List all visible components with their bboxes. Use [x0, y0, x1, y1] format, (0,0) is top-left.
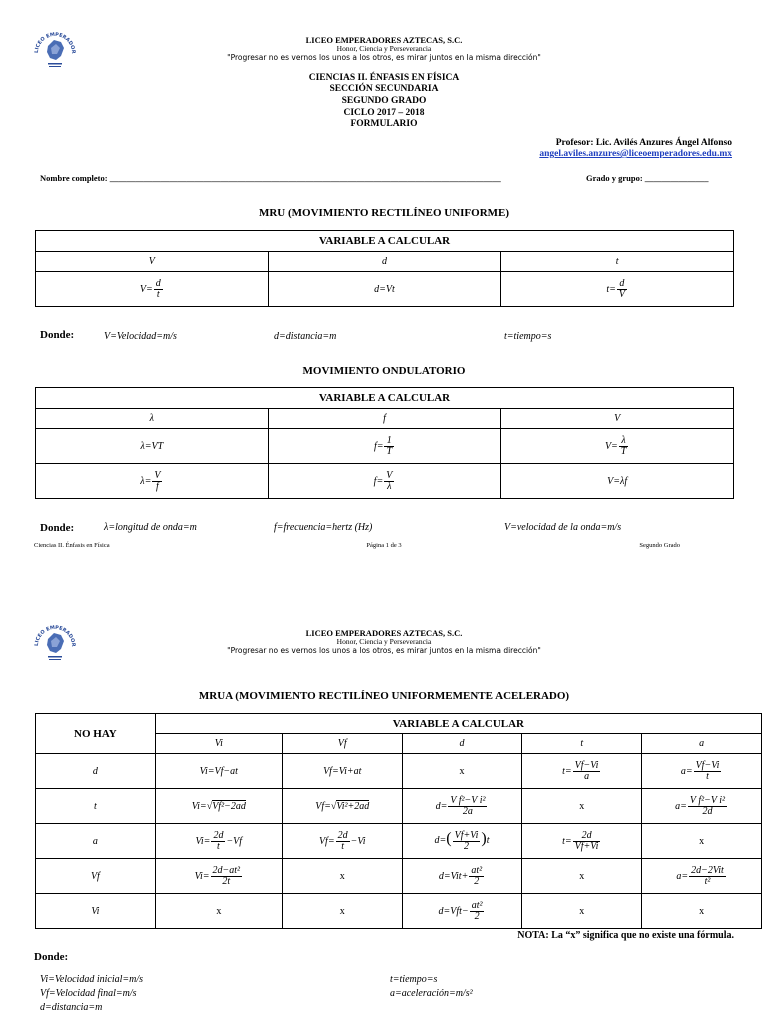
mrua-col-vf: Vf [282, 734, 402, 754]
ond-col-lambda: λ [36, 409, 269, 429]
mru-formula-d: d=Vt [268, 272, 501, 307]
mrua-t-a: a= $\frac{\text{V f²−V i²}}{2d}$ [642, 789, 762, 824]
mru-formula-v: V= $\frac{d}{t}$ [36, 272, 269, 307]
mru-def-v: V=Velocidad=m/s [104, 331, 177, 342]
mrua-def-vf: Vf=Velocidad final=m/s [40, 988, 137, 999]
ond-r2-f: f= $\frac{V}{\lambda}$ [268, 464, 501, 499]
mrua-a-a: x [642, 824, 762, 859]
mrua-d-vi: Vi=Vf−at [155, 754, 282, 789]
school-name-page2: LICEO EMPERADORES AZTECAS, S.C. [305, 628, 463, 638]
footer-right: Segundo Grado [639, 542, 680, 549]
mrua-table [35, 713, 762, 929]
ond-def-lambda: λ=longitud de onda=m [104, 522, 197, 533]
course-section: SECCIÓN SECUNDARIA [329, 84, 439, 94]
mrua-row-t [36, 789, 762, 824]
grade-group-field[interactable]: Grado y grupo: _______________ [586, 173, 709, 183]
mrua-t-vi: Vi=√Vf²−2ad [155, 789, 282, 824]
mru-formula-t: t= $\frac{d}{V}$ [501, 272, 734, 307]
mru-var-header: VARIABLE A CALCULAR [36, 231, 734, 252]
mrua-def-t: t=tiempo=s [390, 974, 438, 985]
mrua-t-vf: Vf=√Vi²+2ad [282, 789, 402, 824]
mrua-d-a: a= $\frac{Vf-Vi}{t}$ [642, 754, 762, 789]
mrua-t-t: x [522, 789, 642, 824]
ond-r1-v: V= $\frac{\lambda}{T}$ [501, 429, 734, 464]
svg-text:LICEO EMPERADORES AZTECAS: LICEO EMPERADOR [33, 31, 77, 54]
mru-col-v: V [36, 252, 269, 272]
mrua-vf-d: d=Vit+ $\frac{\text{at²}}{2}$ [402, 859, 522, 894]
mrua-vi-vf: x [282, 894, 402, 929]
student-name-field[interactable]: Nombre completo: ____________________________________________________________________________________________ [40, 173, 501, 183]
mrua-vi-a: x [642, 894, 762, 929]
mrua-row-label: Vi [36, 894, 156, 929]
course-doc-type: FORMULARIO [350, 119, 418, 129]
mru-title: MRU (MOVIMIENTO RECTILÍNEO UNIFORME) [258, 207, 510, 219]
ond-def-f: f=frecuencia=hertz (Hz) [274, 522, 373, 533]
school-quote: "Progresar no es vernos los unos a los otros, es mirar juntos en la misma dirección" [227, 53, 541, 62]
mrua-row-label: t [36, 789, 156, 824]
ond-r2-lambda: λ= $\frac{V}{f}$ [36, 464, 269, 499]
footer-page-number: Página 1 de 3 [366, 542, 402, 549]
ond-r2-v: V=λf [501, 464, 734, 499]
mrua-vi-d: d=Vft− $\frac{\text{at²}}{2}$ [402, 894, 522, 929]
mrua-t-d: d= $\frac{\text{V f²−V i²}}{2a}$ [402, 789, 522, 824]
ond-var-header: VARIABLE A CALCULAR [36, 388, 734, 409]
mrua-col-d: d [402, 734, 522, 754]
mrua-donde: Donde: [34, 951, 69, 963]
mrua-no-hay: NO HAY [36, 714, 156, 754]
school-motto: Honor, Ciencia y Perseverancia [336, 44, 432, 53]
mrua-vf-vf: x [282, 859, 402, 894]
mrua-vi-t: x [522, 894, 642, 929]
school-name: LICEO EMPERADORES AZTECAS, S.C. [305, 35, 463, 45]
mrua-title: MRUA (MOVIMIENTO RECTILÍNEO UNIFORMEMENTE ACELERADO) [198, 690, 570, 702]
mrua-def-vi: Vi=Velocidad inicial=m/s [40, 974, 144, 985]
mrua-d-d: x [402, 754, 522, 789]
ond-def-v: V=velocidad de la onda=m/s [504, 522, 622, 533]
footer-left: Ciencias II. Énfasis en Física [34, 542, 110, 549]
mru-donde: Donde: [40, 329, 75, 341]
mrua-vi-vi: x [155, 894, 282, 929]
mrua-a-vf: Vf= $\frac{2d}{t}$ −Vi [282, 824, 402, 859]
mrua-col-t: t [522, 734, 642, 754]
mrua-note: NOTA: La “x” significa que no existe una fórmula. [517, 930, 734, 941]
ondulatorio-title: MOVIMIENTO ONDULATORIO [302, 365, 466, 377]
mrua-vf-t: x [522, 859, 642, 894]
mrua-a-t: t= $\frac{2d}{Vf+Vi}$ [522, 824, 642, 859]
mrua-vf-a: a= $\frac{\text{2d−2Vit}}{\text{t²}}$ [642, 859, 762, 894]
mru-table [35, 230, 734, 307]
mrua-row-vf [36, 859, 762, 894]
mru-def-d: d=distancia=m [274, 331, 337, 342]
mrua-col-vi: Vi [155, 734, 282, 754]
course-grade: SEGUNDO GRADO [341, 96, 427, 106]
ond-col-v: V [501, 409, 734, 429]
teacher-name: Profesor: Lic. Avilés Anzures Ángel Alfonso [555, 138, 732, 148]
ondulatorio-table [35, 387, 734, 499]
mrua-a-vi: Vi= $\frac{2d}{t}$ −Vf [155, 824, 282, 859]
mru-def-t: t=tiempo=s [504, 331, 552, 342]
mrua-row-label: d [36, 754, 156, 789]
svg-text:LICEO EMPERADORES AZTECAS: LICEO EMPERADOR [33, 624, 77, 647]
mrua-def-a: a=aceleración=m/s² [390, 988, 473, 999]
mrua-row-a [36, 824, 762, 859]
ond-r1-f: f= $\frac{1}{T}$ [268, 429, 501, 464]
mrua-row-vi [36, 894, 762, 929]
mrua-def-d: d=distancia=m [40, 1002, 103, 1013]
mrua-d-t: t= $\frac{Vf-Vi}{a}$ [522, 754, 642, 789]
mrua-vf-vi: Vi= $\frac{\text{2d−at²}}{2t}$ [155, 859, 282, 894]
mrua-col-a: a [642, 734, 762, 754]
mrua-row-label: a [36, 824, 156, 859]
course-cycle: CICLO 2017 – 2018 [343, 108, 425, 118]
mrua-var-header: VARIABLE A CALCULAR [155, 714, 761, 734]
ond-donde: Donde: [40, 522, 75, 534]
mru-col-t: t [501, 252, 734, 272]
school-motto-page2: Honor, Ciencia y Perseverancia [336, 637, 432, 646]
mrua-row-d [36, 754, 762, 789]
course-subject: CIENCIAS II. ÉNFASIS EN FÍSICA [308, 73, 460, 83]
mrua-row-label: Vf [36, 859, 156, 894]
school-quote-page2: "Progresar no es vernos los unos a los otros, es mirar juntos en la misma dirección" [227, 646, 541, 655]
ond-col-f: f [268, 409, 501, 429]
mru-col-d: d [268, 252, 501, 272]
ond-r1-lambda: λ=VT [36, 429, 269, 464]
mrua-a-d: d=( $\frac{Vf+Vi}{2}$ )t [402, 824, 522, 859]
mrua-d-vf: Vf=Vi+at [282, 754, 402, 789]
teacher-email-link[interactable]: angel.aviles.anzures@liceoemperadores.edu.mx [539, 149, 732, 159]
